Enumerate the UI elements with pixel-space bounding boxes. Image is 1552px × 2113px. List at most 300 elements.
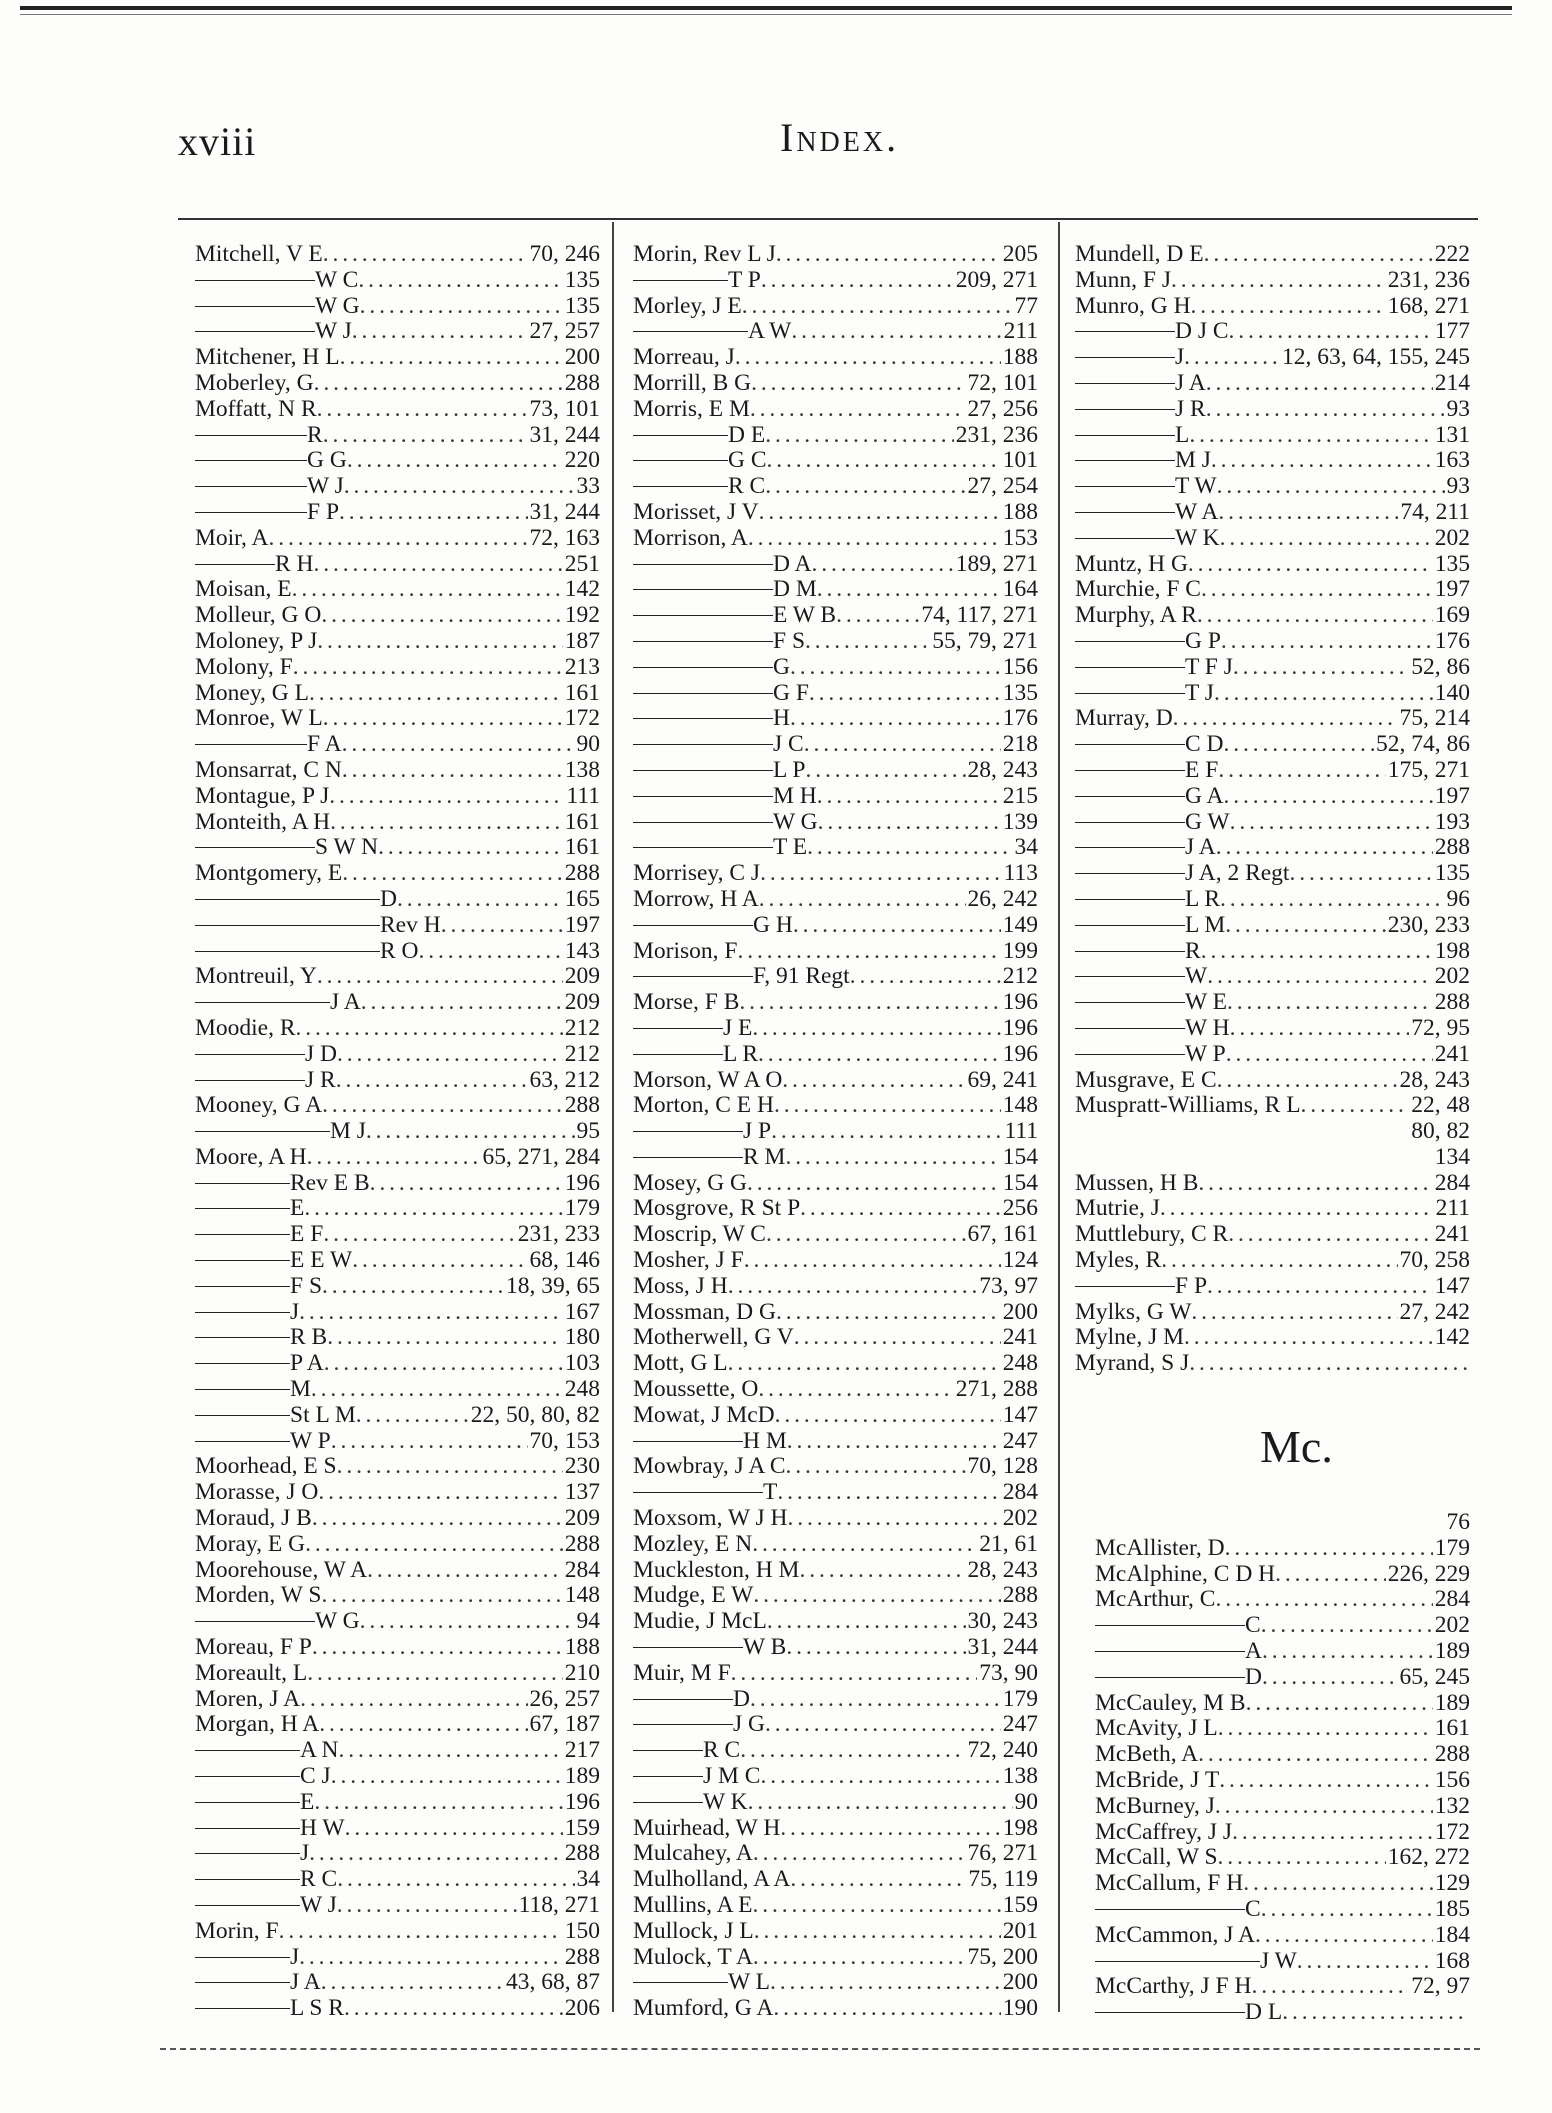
index-entry	[195, 1222, 600, 1248]
ditto-dash	[1075, 873, 1185, 874]
entry-pages: 288	[1002, 1582, 1038, 1609]
ditto-dash	[1075, 435, 1175, 436]
index-entry	[1075, 732, 1470, 758]
entry-name: Myrand, S J	[1075, 1350, 1190, 1377]
entry-name: C	[1245, 1895, 1261, 1922]
ditto-dash	[1075, 770, 1185, 771]
entry-pages: 193	[1434, 808, 1470, 835]
entry-name: M	[290, 1376, 311, 1403]
entry-pages: 150	[564, 1917, 600, 1944]
entry-pages: 206	[564, 1995, 600, 2022]
leader-dots	[807, 835, 1012, 861]
entry-pages: 27, 256	[967, 395, 1038, 422]
index-entry	[633, 1377, 1038, 1403]
entry-name: Moore, A H	[195, 1143, 307, 1170]
index-entry	[195, 913, 600, 939]
entry-pages: 220	[564, 447, 600, 474]
entry-pages: 161	[564, 679, 600, 706]
entry-name: R H	[275, 550, 314, 577]
ditto-dash	[195, 1389, 290, 1390]
index-entry	[195, 500, 600, 526]
leader-dots	[378, 835, 563, 861]
index-entry	[633, 706, 1038, 732]
leader-dots	[327, 1325, 563, 1351]
ditto-dash	[1075, 744, 1185, 745]
leader-dots	[360, 294, 563, 320]
index-entry	[633, 1248, 1038, 1274]
leader-dots	[331, 1429, 528, 1455]
ditto-dash	[633, 1750, 703, 1751]
index-entry	[195, 1042, 600, 1068]
entry-name: F A	[307, 731, 342, 758]
entry-pages: 65, 271, 284	[482, 1143, 600, 1170]
index-entry	[1095, 1949, 1470, 1975]
index-entry	[1095, 1613, 1470, 1639]
entry-pages: 134	[1434, 1143, 1470, 1170]
entry-pages: 80, 82	[1411, 1118, 1470, 1145]
entry-name: D	[733, 1685, 750, 1712]
index-entry	[195, 552, 600, 578]
entry-name: L M	[1185, 911, 1226, 938]
entry-pages: 72, 240	[967, 1737, 1038, 1764]
ditto-dash	[195, 1415, 290, 1416]
entry-name: Mudge, E W	[633, 1582, 754, 1609]
ditto-dash	[195, 1054, 305, 1055]
entry-name: G C	[728, 447, 767, 474]
index-entry	[633, 1480, 1038, 1506]
entry-pages: 185	[1434, 1895, 1470, 1922]
entry-name: A W	[748, 318, 792, 345]
index-entry	[1075, 603, 1470, 629]
entry-pages: 156	[1002, 653, 1038, 680]
entry-pages: 43, 68, 87	[506, 1969, 600, 1996]
entry-pages: 196	[1002, 1040, 1038, 1067]
entry-name: Monsarrat, C N	[195, 756, 342, 783]
entry-name: S W N	[315, 834, 379, 861]
index-entry	[1075, 1300, 1470, 1326]
index-entry	[1075, 1016, 1470, 1042]
entry-name: L R	[1185, 885, 1221, 912]
entry-name: W E	[1185, 989, 1227, 1016]
entry-name: Montague, P J	[195, 782, 330, 809]
entry-pages: 199	[1002, 937, 1038, 964]
index-entry	[195, 1996, 600, 2022]
entry-pages: 31, 244	[967, 1634, 1038, 1661]
entry-name: Moscrip, W C	[633, 1221, 766, 1248]
entry-name: McAvity, J L	[1095, 1715, 1218, 1742]
entry-name: Morin, F	[195, 1917, 279, 1944]
ditto-dash	[195, 951, 380, 952]
entry-name: Murchie, F C	[1075, 576, 1201, 603]
entry-pages: 129	[1434, 1870, 1470, 1897]
index-entry	[633, 1764, 1038, 1790]
entry-name: Moberley, G	[195, 369, 314, 396]
ditto-dash	[633, 564, 773, 565]
entry-pages: 202	[1434, 963, 1470, 990]
leader-dots	[300, 1687, 527, 1713]
entry-name: F P	[307, 498, 340, 525]
entry-name: Mumford, G A	[633, 1995, 774, 2022]
entry-pages: 169	[1434, 602, 1470, 629]
index-entry	[633, 500, 1038, 526]
leader-dots	[312, 1635, 563, 1661]
entry-pages: 222	[1434, 241, 1470, 267]
entry-pages: 271, 288	[955, 1376, 1038, 1403]
entry-name: T F J	[1185, 653, 1233, 680]
entry-pages: 26, 257	[529, 1685, 600, 1712]
entry-name: J W	[1260, 1947, 1297, 1974]
index-entry	[195, 1016, 600, 1042]
entry-name: Mudie, J McL	[633, 1608, 767, 1635]
entry-pages: 210	[564, 1659, 600, 1686]
leader-dots	[299, 1300, 563, 1326]
leader-dots	[1246, 1691, 1433, 1717]
entry-pages: 72, 95	[1411, 1014, 1470, 1041]
index-entry	[195, 1816, 600, 1842]
index-entry	[195, 577, 600, 603]
ditto-dash	[633, 847, 773, 848]
entry-name: Mundell, D E	[1075, 241, 1204, 267]
entry-name: Muir, M F	[633, 1659, 731, 1686]
entry-name: T W	[1175, 473, 1217, 500]
entry-pages: 76	[1446, 1509, 1470, 1535]
entry-pages: 73, 101	[529, 395, 600, 422]
entry-name: Mulcahey, A	[633, 1840, 753, 1867]
leader-dots	[767, 448, 1001, 474]
leader-dots	[1191, 1300, 1397, 1326]
entry-name: Mooney, G A	[195, 1092, 323, 1119]
leader-dots	[307, 1661, 563, 1687]
entry-name: Moray, E G	[195, 1530, 306, 1557]
index-entry	[195, 1712, 600, 1738]
entry-name: McCall, W S	[1095, 1844, 1218, 1871]
index-entry	[1075, 423, 1470, 449]
page-top-edge-thin	[20, 14, 1512, 15]
entry-name: Moir, A	[195, 524, 269, 551]
ditto-dash	[1075, 357, 1175, 358]
entry-pages: 93	[1446, 473, 1470, 500]
leader-dots	[342, 732, 575, 758]
leader-dots	[737, 939, 1000, 965]
entry-name: A N	[300, 1737, 339, 1764]
entry-name: L S R	[290, 1995, 344, 2022]
entry-pages: 167	[564, 1298, 600, 1325]
entry-pages: 67, 187	[529, 1711, 600, 1738]
entry-pages: 247	[1002, 1427, 1038, 1454]
entry-pages: 168	[1434, 1947, 1470, 1974]
entry-pages: 143	[564, 937, 600, 964]
entry-name: J E	[723, 1014, 753, 1041]
leader-dots	[774, 1093, 1001, 1119]
index-entry	[1075, 1171, 1470, 1197]
entry-pages: 288	[564, 1530, 600, 1557]
entry-name: D	[1245, 1663, 1262, 1690]
entry-name: W J	[315, 318, 352, 345]
entry-pages: 65, 245	[1399, 1663, 1470, 1690]
entry-pages: 70, 258	[1399, 1247, 1470, 1274]
leader-dots	[1282, 2000, 1468, 2026]
index-entry	[195, 268, 600, 294]
index-entry	[633, 1042, 1038, 1068]
index-entry	[195, 1093, 600, 1119]
index-entry	[195, 706, 600, 732]
entry-pages: 140	[1434, 679, 1470, 706]
ditto-dash	[1095, 1625, 1245, 1626]
index-entry	[195, 1506, 600, 1532]
entry-pages: 205	[1002, 241, 1038, 267]
leader-dots	[419, 939, 563, 965]
entry-name: R B	[290, 1324, 328, 1351]
index-entry	[195, 1325, 600, 1351]
ditto-dash	[633, 589, 773, 590]
index-entry	[1095, 1897, 1470, 1923]
leader-dots	[311, 1377, 563, 1403]
index-entry	[1075, 526, 1470, 552]
leader-dots	[1230, 1016, 1410, 1042]
entry-name: Moorehouse, W A	[195, 1556, 368, 1583]
entry-pages: 73, 97	[979, 1272, 1038, 1299]
ditto-dash	[195, 1982, 290, 1983]
index-entry	[195, 1454, 600, 1480]
leader-dots	[1171, 268, 1386, 294]
index-entry	[1095, 1768, 1470, 1794]
section-heading-mc: Mc.	[1260, 1421, 1333, 1472]
leader-dots	[317, 629, 562, 655]
leader-dots	[1229, 319, 1433, 345]
entry-name: Mossman, D G	[633, 1298, 776, 1325]
leader-dots	[753, 1583, 1000, 1609]
entry-name: L P	[773, 756, 806, 783]
entry-name: Moreau, F P	[195, 1634, 312, 1661]
entry-pages: 284	[1002, 1479, 1038, 1506]
index-entry	[633, 1351, 1038, 1377]
leader-dots	[788, 1506, 1001, 1532]
leader-dots	[1217, 474, 1445, 500]
index-entry	[1075, 397, 1470, 423]
entry-name: Munro, G H	[1075, 292, 1191, 319]
entry-pages: 74, 117, 271	[921, 602, 1038, 629]
leader-dots	[1198, 1171, 1432, 1197]
entry-pages: 76, 271	[967, 1840, 1038, 1867]
ditto-dash	[633, 744, 773, 745]
entry-name: R O	[380, 937, 419, 964]
index-entry	[195, 1068, 600, 1094]
index-entry	[633, 577, 1038, 603]
leader-dots	[1301, 1093, 1410, 1119]
ditto-dash	[1075, 899, 1185, 900]
ditto-dash	[1075, 847, 1185, 848]
ditto-dash	[195, 1286, 290, 1287]
index-entry	[1095, 1665, 1470, 1691]
entry-pages: 189	[1434, 1637, 1470, 1664]
entry-pages: 248	[1002, 1350, 1038, 1377]
entry-name: Motherwell, G V	[633, 1324, 794, 1351]
index-entry	[633, 1919, 1038, 1945]
leader-dots	[344, 1996, 563, 2022]
entry-pages: 230, 233	[1387, 911, 1470, 938]
index-entry	[1075, 655, 1470, 681]
entry-pages: 135	[1002, 679, 1038, 706]
entry-name: St L M	[290, 1401, 356, 1428]
index-entry	[195, 1945, 600, 1971]
leader-dots	[1218, 1716, 1433, 1742]
leader-dots	[323, 1222, 515, 1248]
entry-pages: 284	[564, 1556, 600, 1583]
ditto-dash	[1075, 822, 1185, 823]
leader-dots	[812, 552, 954, 578]
index-entry	[1075, 448, 1470, 474]
entry-name: D A	[773, 550, 812, 577]
leader-dots	[739, 990, 1000, 1016]
index-entry	[633, 1016, 1038, 1042]
leader-dots	[765, 423, 954, 449]
ditto-dash	[195, 486, 307, 487]
index-entry	[1095, 1742, 1470, 1768]
leader-dots	[817, 784, 1001, 810]
leader-dots	[1262, 1665, 1398, 1691]
ditto-dash	[1095, 1961, 1260, 1962]
entry-name: Musgrave, E C	[1075, 1066, 1217, 1093]
index-entry	[1095, 1845, 1470, 1871]
index-entry	[633, 1583, 1038, 1609]
entry-name: Mitchener, H L	[195, 344, 340, 371]
column-divider	[1058, 222, 1060, 2012]
leader-dots	[770, 1970, 1001, 1996]
index-entry	[633, 835, 1038, 861]
entry-name: C D	[1185, 731, 1224, 758]
index-entry	[195, 474, 600, 500]
entry-pages: 241	[1002, 1324, 1038, 1351]
ditto-dash	[195, 435, 307, 436]
index-entry	[1075, 939, 1470, 965]
index-entry	[1075, 1196, 1470, 1222]
entry-pages: 189	[1434, 1689, 1470, 1716]
index-entry	[195, 1403, 600, 1429]
index-entry	[1075, 706, 1470, 732]
entry-pages: 209	[564, 989, 600, 1016]
entry-pages: 70, 246	[529, 241, 600, 267]
ditto-dash	[633, 1054, 723, 1055]
entry-name: F, 91 Regt	[753, 963, 850, 990]
index-entry	[1075, 1325, 1470, 1351]
index-entry	[195, 603, 600, 629]
index-entry	[1095, 1639, 1470, 1665]
entry-name: W J	[307, 473, 344, 500]
leader-dots	[367, 1558, 563, 1584]
leader-dots	[321, 1970, 504, 1996]
leader-dots	[358, 268, 562, 294]
leader-dots	[304, 1196, 562, 1222]
entry-pages: 138	[564, 756, 600, 783]
index-entry	[1075, 784, 1470, 810]
leader-dots	[800, 1196, 1001, 1222]
entry-pages: 288	[564, 369, 600, 396]
entry-pages: 135	[1434, 860, 1470, 887]
leader-dots	[776, 1300, 1001, 1326]
index-entry	[1095, 1974, 1470, 2000]
entry-pages: 31, 244	[529, 421, 600, 448]
leader-dots	[321, 1583, 562, 1609]
leader-dots	[1243, 1871, 1433, 1897]
entry-pages: 147	[1434, 1272, 1470, 1299]
leader-dots	[1211, 448, 1433, 474]
leader-dots	[735, 345, 1001, 371]
entry-pages: 288	[1434, 1741, 1470, 1768]
entry-name: T	[763, 1479, 778, 1506]
entry-name: D L	[1245, 1999, 1283, 2026]
entry-pages: 159	[564, 1814, 600, 1841]
index-entry	[1075, 913, 1470, 939]
ditto-dash	[633, 667, 773, 668]
leader-dots	[766, 1222, 966, 1248]
leader-dots	[787, 1429, 1001, 1455]
entry-name: Mowat, J McD	[633, 1401, 775, 1428]
leader-dots	[1224, 732, 1374, 758]
ditto-dash	[195, 744, 307, 745]
entry-name: R M	[743, 1143, 786, 1170]
entry-name: W	[1185, 963, 1208, 990]
entry-pages: 217	[564, 1737, 600, 1764]
index-entry	[633, 861, 1038, 887]
leader-dots	[360, 1609, 575, 1635]
entry-name: Morse, F B	[633, 989, 740, 1016]
entry-name: McBurney, J	[1095, 1792, 1215, 1819]
index-entry	[633, 990, 1038, 1016]
entry-name: Montreuil, Y	[195, 963, 317, 990]
leader-dots	[293, 655, 563, 681]
leader-dots	[331, 1764, 563, 1790]
entry-pages: 215	[1002, 782, 1038, 809]
leader-dots	[836, 603, 919, 629]
leader-dots	[742, 294, 1013, 320]
leader-dots	[785, 1145, 1000, 1171]
entry-pages: 211	[1435, 1195, 1470, 1222]
entry-pages: 75, 214	[1399, 705, 1470, 732]
entry-pages: 31, 244	[529, 498, 600, 525]
entry-pages: 90	[1014, 1788, 1038, 1815]
leader-dots	[323, 242, 528, 268]
entry-pages: 156	[1434, 1766, 1470, 1793]
ditto-dash	[1075, 925, 1185, 926]
index-entry	[195, 1583, 600, 1609]
entry-name: E W B	[773, 602, 837, 629]
entry-name: Morton, C E H	[633, 1092, 774, 1119]
entry-pages: 179	[1002, 1685, 1038, 1712]
leader-dots	[309, 1841, 563, 1867]
entry-name: Munn, F J	[1075, 266, 1171, 293]
entry-name: Rev H	[380, 911, 441, 938]
index-entry	[633, 1093, 1038, 1119]
entry-name: W P	[1185, 1040, 1226, 1067]
entry-pages: 52, 86	[1411, 653, 1470, 680]
ditto-dash	[1075, 409, 1175, 410]
entry-name: G H	[753, 911, 793, 938]
leader-dots	[340, 345, 563, 371]
ditto-dash	[195, 1441, 290, 1442]
entry-pages: 135	[564, 292, 600, 319]
leader-dots	[339, 1738, 563, 1764]
entry-name: W B	[743, 1634, 787, 1661]
entry-name: Montgomery, E	[195, 860, 343, 887]
entry-name: J R	[1175, 395, 1206, 422]
entry-pages: 214	[1434, 369, 1470, 396]
leader-dots	[1289, 861, 1432, 887]
index-entry	[633, 1145, 1038, 1171]
leader-dots	[748, 1790, 1013, 1816]
entry-name: Mulholland, A A	[633, 1866, 791, 1893]
index-entry	[195, 242, 600, 268]
ditto-dash	[633, 796, 773, 797]
